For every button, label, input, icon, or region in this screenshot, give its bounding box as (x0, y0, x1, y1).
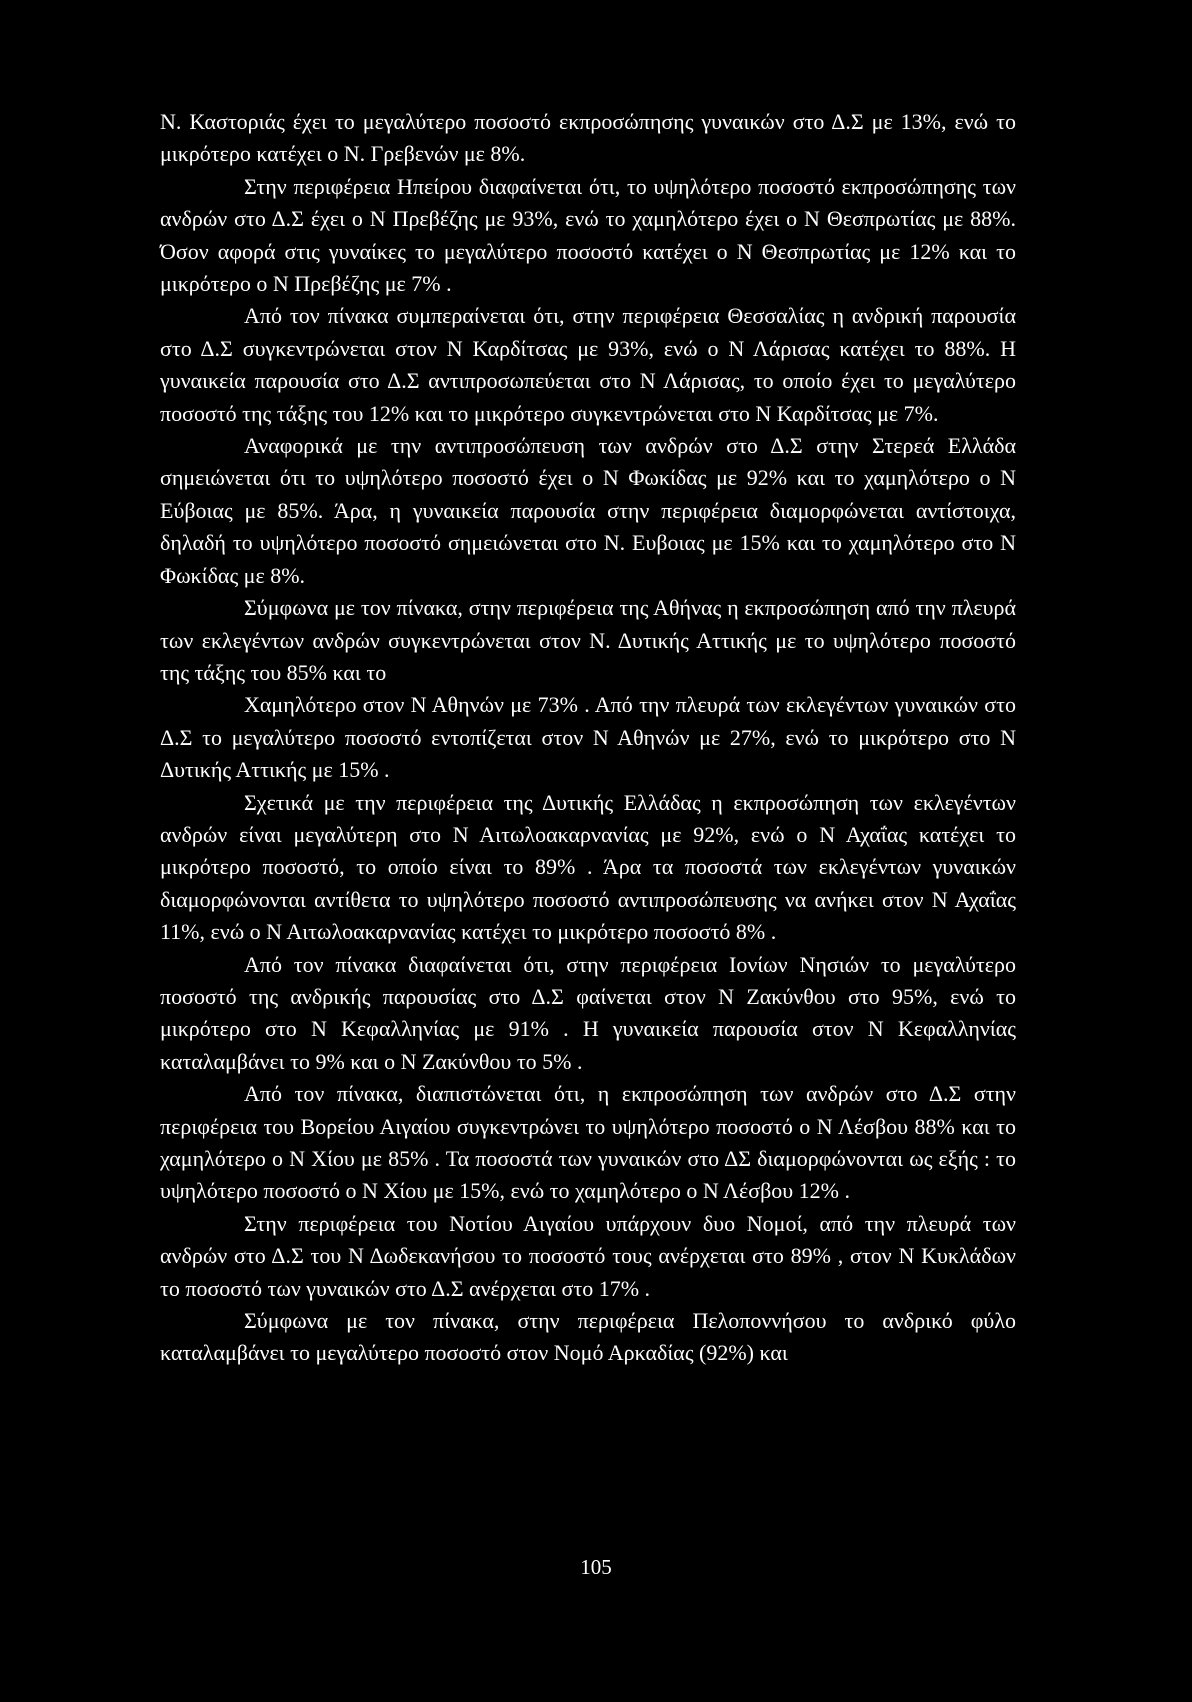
page-number: 105 (580, 1555, 612, 1579)
paragraph: Σύμφωνα με τον πίνακα, στην περιφέρεια της Αθήνας η εκπροσώπηση από την πλευρά των εκλεγέντων ανδρών συγκεντρώνεται στον Ν. Δυτικής Αττικής με το υψηλότερο ποσοστό της τάξης του 85% και το (160, 595, 1016, 685)
paragraph: Από τον πίνακα, διαπιστώνεται ότι, η εκπροσώπηση των ανδρών στο Δ.Σ στην περιφέρεια του Βορείου Αιγαίου συγκεντρώνει το υψηλότερο ποσοστό ο Ν Λέσβου 88% και το χαμηλότερο ο Ν Χίου με 85% . Τα ποσοστά των γυναικών στο ΔΣ διαμορφώνονται ως εξής : το υψηλότερο ποσοστό ο Ν Χίου με 15%, ενώ το χαμηλότερο ο Ν Λέσβου 12% . (160, 1081, 1016, 1204)
paragraph: Αναφορικά με την αντιπροσώπευση των ανδρών στο Δ.Σ στην Στερεά Ελλάδα σημειώνεται ότι το υψηλότερο ποσοστό έχει ο Ν Φωκίδας με 92% και το χαμηλότερο ο Ν Εύβοιας με 85%. Άρα, η γυναικεία παρουσία στην περιφέρεια διαμορφώνεται αντίστοιχα, δηλαδή το υψηλότερο ποσοστό σημειώνεται στο Ν. Ευβοιας με 15% και το χαμηλότερο στο Ν Φωκίδας με 8%. (160, 433, 1016, 588)
paragraph: Σχετικά με την περιφέρεια της Δυτικής Ελλάδας η εκπροσώπηση των εκλεγέντων ανδρών είναι μεγαλύτερη στο Ν Αιτωλοακαρνανίας με 92%, ενώ ο Ν Αχαΐας κατέχει το μικρότερο ποσοστό, το οποίο είναι το 89% . Άρα τα ποσοστά των εκλεγέντων γυναικών διαμορφώνονται αντίθετα το υψηλότερο ποσοστό αντιπροσώπευσης να ανήκει στον Ν Αχαΐας 11%, ενώ ο Ν Αιτωλοακαρνανίας κατέχει το μικρότερο ποσοστό 8% . (160, 789, 1016, 945)
paragraph: Στην περιφέρεια Ηπείρου διαφαίνεται ότι, το υψηλότερο ποσοστό εκπροσώπησης των ανδρών στο Δ.Σ έχει ο Ν Πρεβέζης με 93%, ενώ το χαμηλότερο έχει ο Ν Θεσπρωτίας με 88%. Όσον αφορά στις γυναίκες το μεγαλύτερο ποσοστό κατέχει ο Ν Θεσπρωτίας με 12% και το μικρότερο ο Ν Πρεβέζης με 7% . (160, 173, 1016, 297)
paragraph: Στην περιφέρεια του Νοτίου Αιγαίου υπάρχουν δυο Νομοί, από την πλευρά των ανδρών στο Δ.Σ του Ν Δωδεκανήσου το ποσοστό τους ανέρχεται στο 89% , στον Ν Κυκλάδων το ποσοστό των γυναικών στο Δ.Σ ανέρχεται στο 17% . (160, 1210, 1016, 1301)
paragraph: Ν. Καστοριάς έχει το μεγαλύτερο ποσοστό εκπροσώπησης γυναικών στο Δ.Σ με 13%, ενώ το μικρότερο κατέχει ο Ν. Γρεβενών με 8%. (160, 109, 1016, 167)
paragraph: Χαμηλότερο στον Ν Αθηνών με 73% . Από την πλευρά των εκλεγέντων γυναικών στο Δ.Σ το μεγαλύτερο ποσοστό εντοπίζεται στον Ν Αθηνών με 27%, ενώ το μικρότερο στο Ν Δυτικής Αττικής με 15% . (160, 692, 1016, 783)
paragraph: Από τον πίνακα διαφαίνεται ότι, στην περιφέρεια Ιονίων Νησιών το μεγαλύτερο ποσοστό της ανδρικής παρουσίας στο Δ.Σ φαίνεται στον Ν Ζακύνθου στο 95%, ενώ το μικρότερο στο Ν Κεφαλληνίας με 91% . Η γυναικεία παρουσία στον Ν Κεφαλληνίας καταλαμβάνει το 9% και ο Ν Ζακύνθου το 5% . (160, 951, 1016, 1074)
body-text (160, 106, 1016, 1370)
paragraph: Σύμφωνα με τον πίνακα, στην περιφέρεια Πελοποννήσου το ανδρικό φύλο καταλαμβάνει το μεγαλύτερο ποσοστό στον Νομό Αρκαδίας (92%) και (160, 1308, 1016, 1366)
paragraph: Από τον πίνακα συμπεραίνεται ότι, στην περιφέρεια Θεσσαλίας η ανδρική παρουσία στο Δ.Σ συγκεντρώνεται στον Ν Καρδίτσας με 93%, ενώ ο Ν Λάρισας κατέχει το 88%. Η γυναικεία παρουσία στο Δ.Σ αντιπροσωπεύεται στο Ν Λάρισας, το οποίο έχει το μεγαλύτερο ποσοστό της τάξης του 12% και το μικρότερο συγκεντρώνεται στο Ν Καρδίτσας με 7%. (160, 303, 1016, 426)
